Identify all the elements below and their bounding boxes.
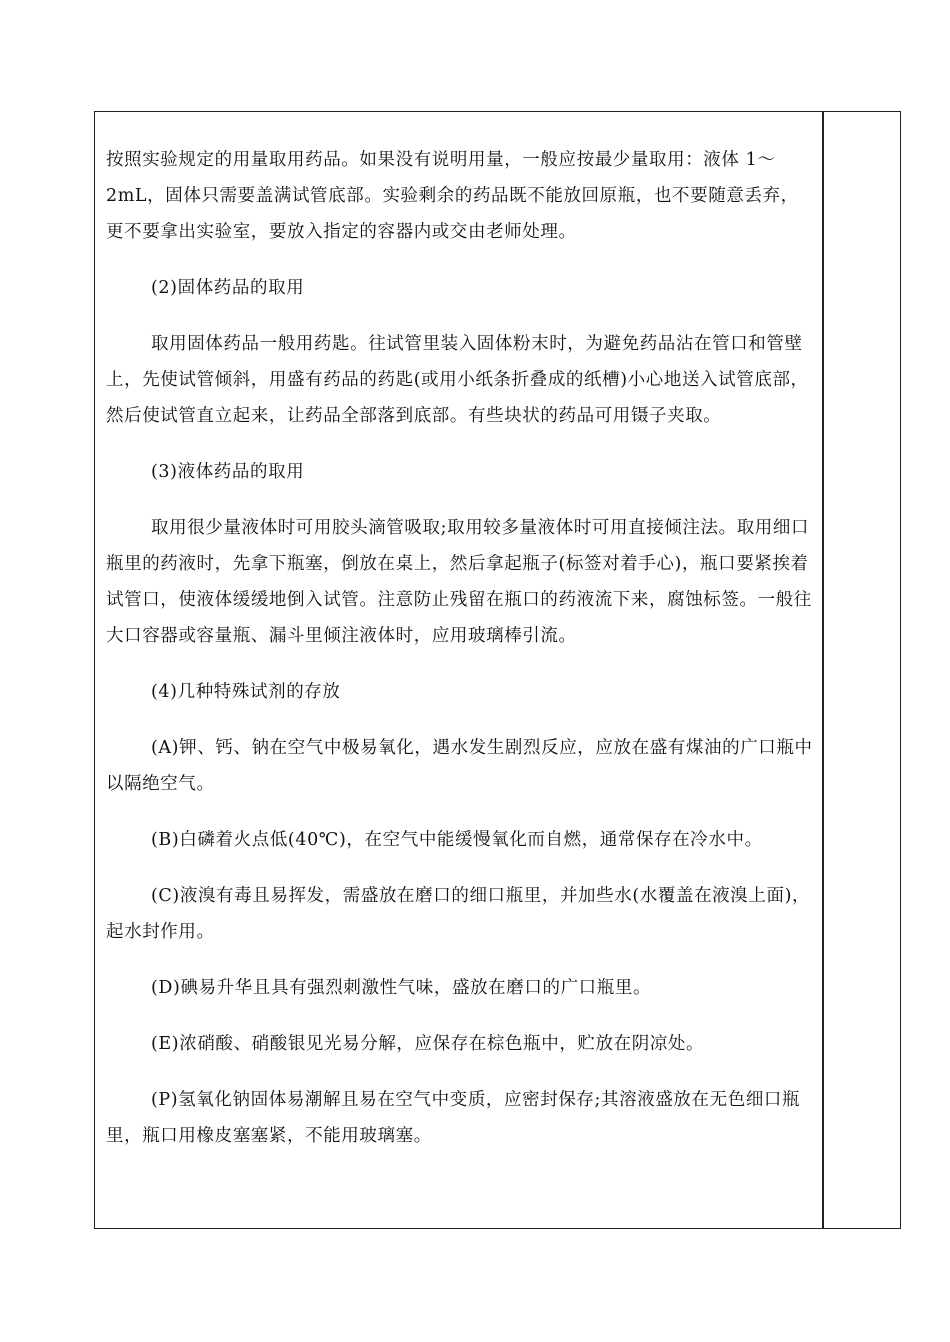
heading-solid-reagents: (2)固体药品的取用 <box>151 278 305 298</box>
item-b-white-phosphorus: (B)白磷着火点低(40℃)，在空气中能缓慢氧化而自燃，通常保存在冷水中。 <box>151 830 763 850</box>
column-divider <box>822 111 824 1229</box>
item-p-sodium-hydroxide: (P)氢氧化钠固体易潮解且易在空气中变质，应密封保存;其溶液盛放在无色细口瓶里，瓶口用橡皮塞塞紧，不能用玻璃塞。 <box>106 1090 801 1146</box>
heading-liquid-reagents: (3)液体药品的取用 <box>151 462 305 482</box>
paragraph-liquid-reagents: 取用很少量液体时可用胶头滴管吸取;取用较多量液体时可用直接倾注法。取用细口瓶里的药液时，先拿下瓶塞，倒放在桌上，然后拿起瓶子(标签对着手心)，瓶口要紧挨着试管口，使液体缓缓地倒入试管。注意防止残留在瓶口的药液流下来，腐蚀标签。一般往大口容器或容量瓶、漏斗里倾注液体时，应用玻璃棒引流。 <box>106 518 812 646</box>
item-e-nitric-acid: (E)浓硝酸、硝酸银见光易分解，应保存在棕色瓶中，贮放在阴凉处。 <box>151 1034 705 1054</box>
heading-special-storage: (4)几种特殊试剂的存放 <box>151 682 341 702</box>
item-c-bromine: (C)液溴有毒且易挥发，需盛放在磨口的细口瓶里，并加些水(水覆盖在液溴上面)，起水封作用。 <box>106 886 811 942</box>
document-body <box>106 142 816 1174</box>
paragraph-dosage-rule: 按照实验规定的用量取用药品。如果没有说明用量，一般应按最少量取用：液体 1～2mL，固体只需要盖满试管底部。实验剩余的药品既不能放回原瓶，也不要随意丢弃，更不要拿出实验室，要放入指定的容器内或交由老师处理。 <box>106 150 799 242</box>
item-d-iodine: (D)碘易升华且具有强烈刺激性气味，盛放在磨口的广口瓶里。 <box>151 978 652 998</box>
item-a-alkali-metals: (A)钾、钙、钠在空气中极易氧化，遇水发生剧烈反应，应放在盛有煤油的广口瓶中以隔绝空气。 <box>106 738 813 794</box>
paragraph-solid-reagents: 取用固体药品一般用药匙。往试管里装入固体粉末时，为避免药品沾在管口和管壁上，先使试管倾斜，用盛有药品的药匙(或用小纸条折叠成的纸槽)小心地送入试管底部，然后使试管直立起来，让药品全部落到底部。有些块状的药品可用镊子夹取。 <box>106 334 809 426</box>
